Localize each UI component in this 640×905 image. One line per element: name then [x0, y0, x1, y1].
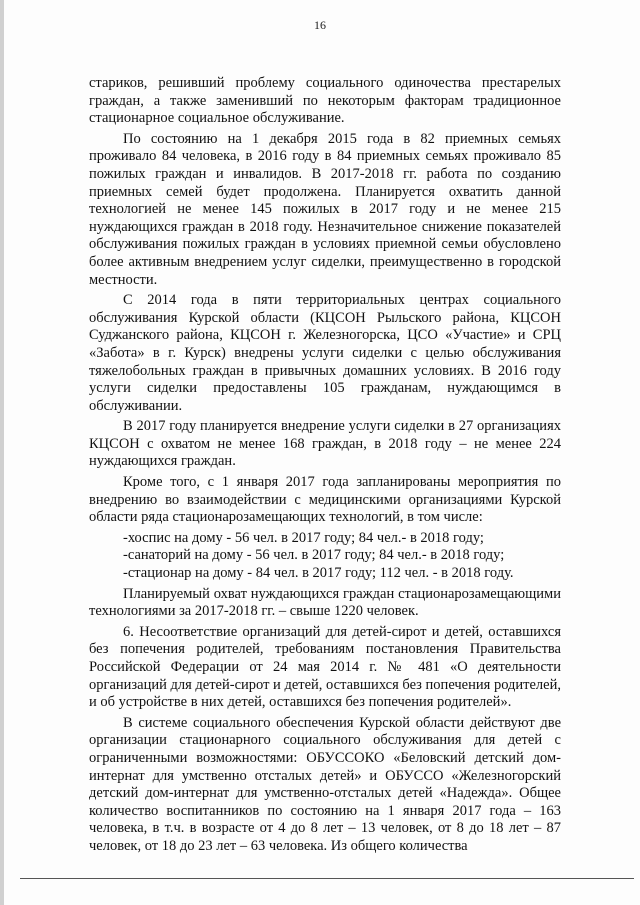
document-body [89, 75, 561, 859]
paragraph-foster-families: По состоянию на 1 декабря 2015 года в 82 приемных семьях проживало 84 человека, в 2016 году в 84 приемных семьях проживало 85 пожилых граждан и инвалидов. В 2017-2018 гг. работа по созданию приемных семей будет продолжена. Планируется охватить данной технологией не менее 145 пожилых в 2017 году и не менее 215 нуждающихся граждан в 2018 году. Незначительное снижение показателей обслуживания пожилых граждан в условиях приемной семьи обусловлено более активным внедрением услуг сиделки, преимущественно в городской местности. [89, 130, 561, 288]
paragraph-caregiver-services: С 2014 года в пяти территориальных центрах социального обслуживания Курской области (КЦСОН Рыльского района, КЦСОН Суджанского района, КЦСОН г. Железногорска, ЦСО «Участие» и СРЦ «Забота» в г. Курск) внедрены услуги сиделки с целью обслуживания тяжелобольных граждан в привычных домашних условиях. В 2016 году услуги сиделки предоставлены 105 гражданам, нуждающимся в обслуживании. [89, 292, 561, 414]
paragraph-coverage: Планируемый охват нуждающихся граждан стационарозамещающими технологиями за 2017-2018 гг. – свыше 1220 человек. [89, 585, 561, 620]
paragraph-caregiver-plan: В 2017 году планируется внедрение услуги сиделки в 27 организациях КЦСОН с охватом не менее 168 граждан, в 2018 году – не менее 224 нуждающихся граждан. [89, 418, 561, 470]
list-item: -санаторий на дому - 56 чел. в 2017 году; 84 чел.- в 2018 году; [123, 547, 505, 564]
scan-edge [0, 0, 4, 905]
paragraph-continuation: стариков, решивший проблему социального одиночества престарелых граждан, а также заменивший по некоторым факторам традиционное стационарное социальное обслуживание. [89, 75, 561, 127]
page-number: 16 [314, 18, 326, 32]
bottom-rule [20, 878, 634, 879]
list-item: -хоспис на дому - 56 чел. в 2017 году; 84 чел.- в 2018 году; [123, 529, 484, 546]
list-item: -стационар на дому - 84 чел. в 2017 году; 112 чел. - в 2018 году. [123, 565, 514, 582]
paragraph-technologies: Кроме того, с 1 января 2017 года запланированы мероприятия по внедрению во взаимодействии с медицинскими организациями Курской области ряда стационарозамещающих технологий, в том числе: [89, 474, 561, 526]
paragraph-orphan-organizations: 6. Несоответствие организаций для детей-сирот и детей, оставшихся без попечения родителей, требованиям постановления Правительства Российской Федерации от 24 мая 2014 г. № 481 «О деятельности организаций для детей-сирот и детей, оставшихся без попечения родителей, и об устройстве в них детей, оставшихся без попечения родителей». [89, 623, 561, 711]
paragraph-children-homes: В системе социального обеспечения Курской области действуют две организации стационарного социального обслуживания для детей с ограниченными возможностями: ОБУССОКО «Беловский детский дом-интернат для умственно отсталых детей» и ОБУССО «Железногорский детский дом-интернат для умственно-отсталых детей «Надежда». Общее количество воспитанников по состоянию на 1 января 2017 года – 163 человека, в т.ч. в возрасте от 4 до 8 лет – 13 человек, от 8 до 18 лет – 87 человек, от 18 до 23 лет – 63 человека. Из общего количества [89, 714, 561, 854]
